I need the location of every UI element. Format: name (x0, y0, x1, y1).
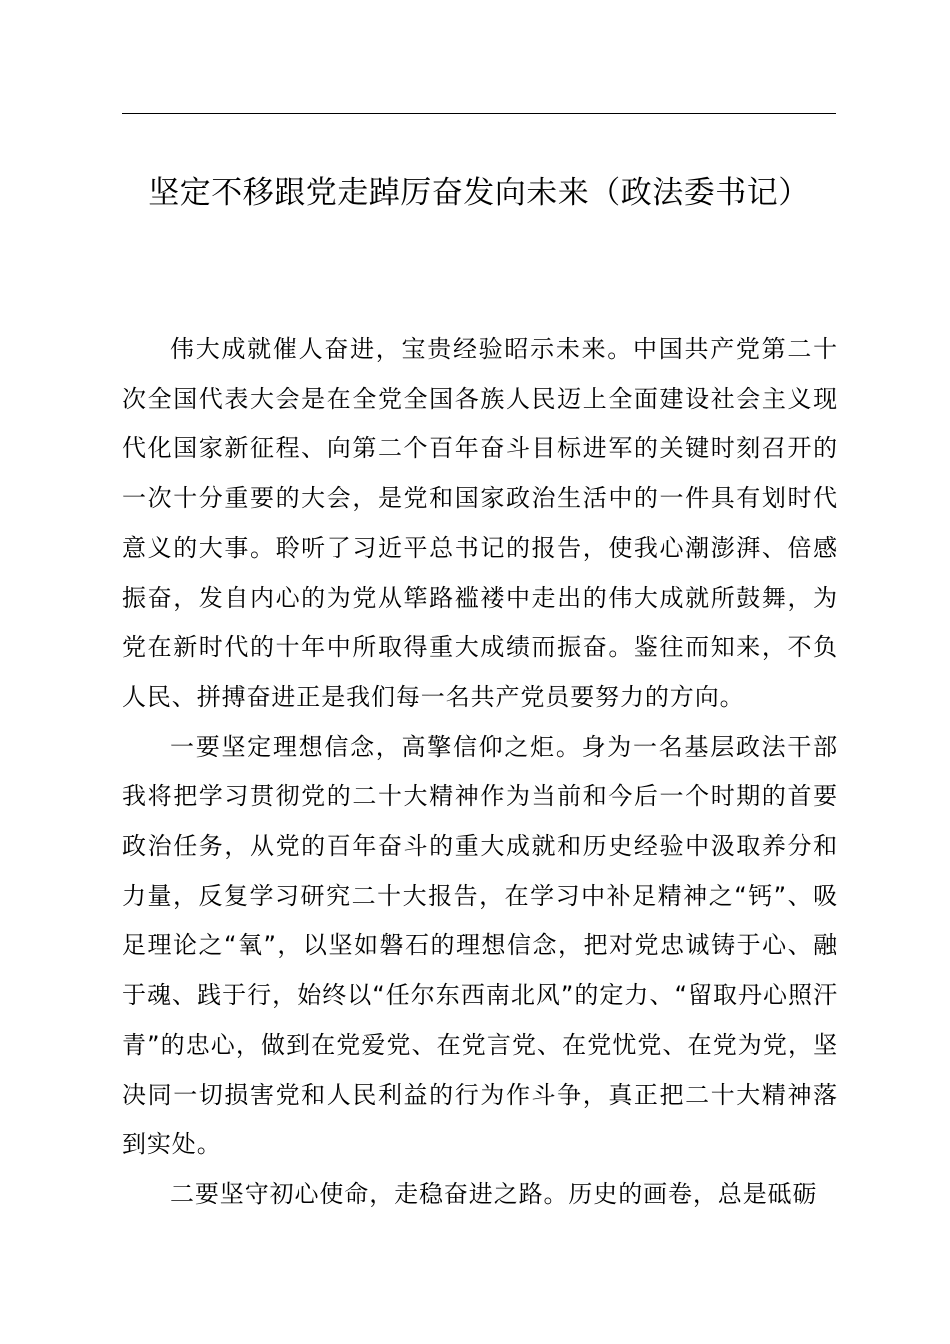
header-rule (122, 113, 836, 114)
paragraph-2: 一要坚定理想信念，高擎信仰之炬。身为一名基层政法干部我将把学习贯彻党的二十大精神作为当前和今后一个时期的首要政治任务，从党的百年奋斗的重大成就和历史经验中汲取养分和力量，反复学习研究二十大报告，在学习中补足精神之“钙”、吸足理论之“氧”，以坚如磐石的理想信念，把对党忠诚铸于心、融于魂、践于行，始终以“任尔东西南北风”的定力、“留取丹心照汗青”的忠心，做到在党爱党、在党言党、在党忧党、在党为党，坚决同一切损害党和人民利益的行为作斗争，真正把二十大精神落到实处。 (122, 732, 838, 1159)
paragraph-1: 伟大成就催人奋进，宝贵经验昭示未来。中国共产党第二十次全国代表大会是在全党全国各族人民迈上全面建设社会主义现代化国家新征程、向第二个百年奋斗目标进军的关键时刻召开的一次十分重要的大会，是党和国家政治生活中的一件具有划时代意义的大事。聆听了习近平总书记的报告，使我心潮澎湃、倍感振奋，发自内心的为党从筚路褴褛中走出的伟大成就所鼓舞，为党在新时代的十年中所取得重大成绩而振奋。鉴往而知来，不负人民、拼搏奋进正是我们每一名共产党员要努力的方向。 (122, 335, 838, 711)
paragraph-3: 二要坚守初心使命，走稳奋进之路。历史的画卷，总是砥砺 (170, 1179, 818, 1208)
document-title: 坚定不移跟党走踔厉奋发向未来（政法委书记） (148, 175, 810, 211)
document-body (122, 325, 838, 1220)
